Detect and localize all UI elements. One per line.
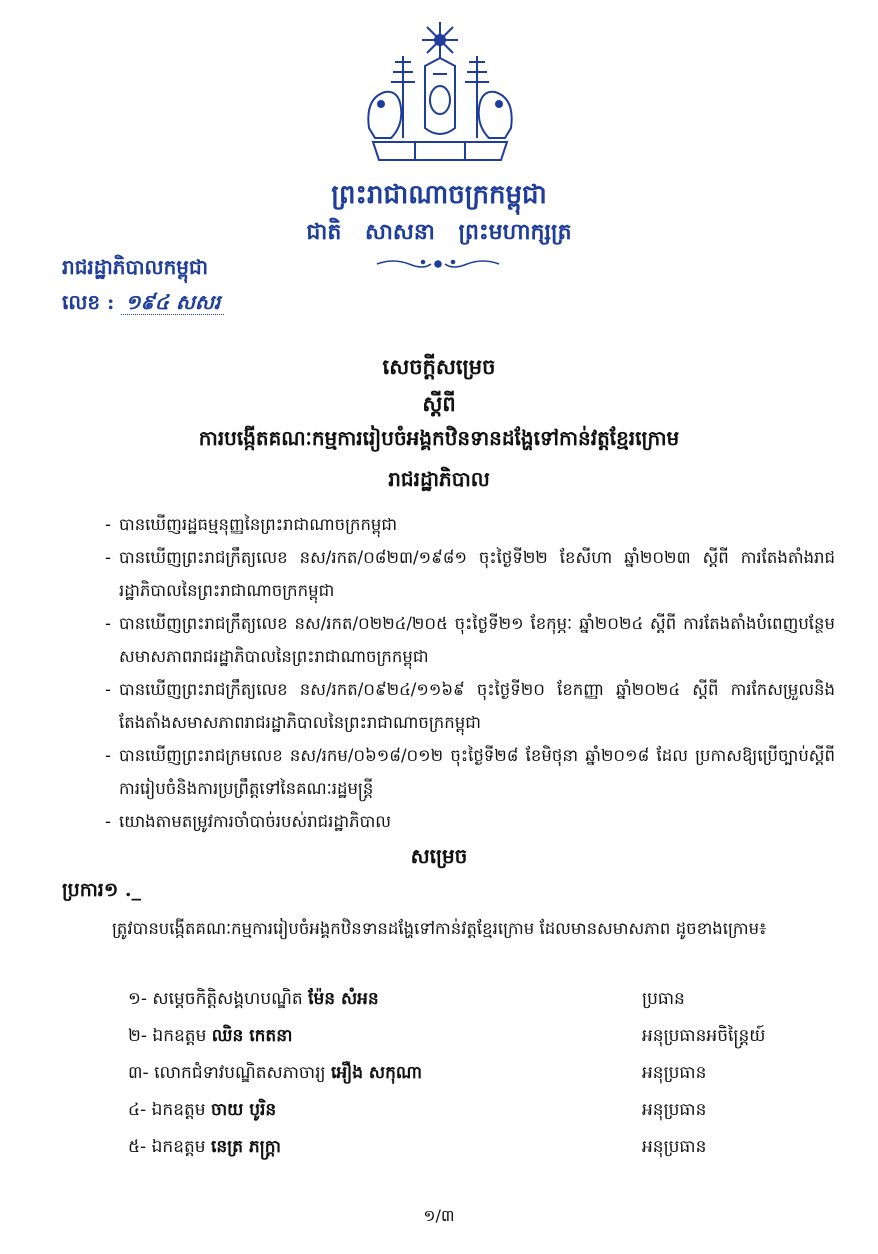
issuing-authority: រាជរដ្ឋាភិបាលកម្ពុជា [62,255,208,279]
title-concerning: ស្តីពី [422,391,456,416]
document-number-label: លេខ : [62,290,115,314]
member-role: អនុប្រធានអចិន្ត្រៃយ៍ [642,1026,766,1046]
reference-item: - យោងតាមតម្រូវការចាំបាច់របស់រាជរដ្ឋាភិបាល [105,812,391,831]
member-row [128,982,828,1019]
document-type-title: សេចក្តីសម្រេច [382,354,496,379]
legal-references [105,508,835,838]
member-row [128,1093,828,1130]
member-row [128,1019,828,1056]
article-label: ប្រការ១ ._ [62,879,141,901]
member-role: អនុប្រធាន [642,1137,707,1157]
reference-item: - បានឃើញព្រះរាជក្រឹត្យលេខ នស/រកត/០៨២៣/១៩៨១ ចុះថ្ងៃទី២២ ខែសីហា ឆ្នាំ២០២៣ ស្តីពី ការតែងតាំងរាជរដ្ឋាភិបាលនៃព្រះរាជាណាចក្រកម្ពុជា [105,548,835,600]
royal-coat-of-arms-icon [355,18,525,168]
national-motto: ជាតិ សាសនា ព្រះមហាក្សត្រ [306,219,572,245]
page-number: ១/៣ [423,1206,455,1225]
kingdom-name: ព្រះរាជាណាចក្រកម្ពុជា [331,180,547,210]
member-role: អនុប្រធាន [642,1063,707,1083]
reference-item: - បានឃើញព្រះរាជក្រឹត្យលេខ នស/រកត/០៩២៤/១១៦៩ ចុះថ្ងៃទី២០ ខែកញ្ញា ឆ្នាំ២០២៤ ស្តីពី ការកែសម្រួលនិងតែងតាំងសមាសភាពរាជរដ្ឋាភិបាលនៃព្រះរាជាណាចក្រកម្ពុជា [105,680,835,732]
member-title: ៣- លោកជំទាវបណ្ឌិតសភាចារ្យ [128,1063,331,1083]
member-role: អនុប្រធាន [642,1100,707,1120]
member-name: ឈិន កេតនា [211,1026,293,1046]
decision-heading: សម្រេច [410,844,468,868]
member-title: ២- ឯកឧត្តម [128,1026,212,1046]
reference-item: - បានឃើញព្រះរាជក្រមលេខ នស/រកម/០៦១៨/០១២ ចុះថ្ងៃទី២៨ ខែមិថុនា ឆ្នាំ២០១៨ ដែល ប្រកាសឱ្យប្រើច្បាប់ស្តីពីការរៀបចំនិងការប្រព្រឹត្តទៅនៃគណៈរដ្ឋមន្ត្រី [105,746,835,798]
reference-item: - បានឃើញរដ្ឋធម្មនុញ្ញនៃព្រះរាជាណាចក្រកម្ពុជា [105,515,398,534]
document-number-value: ១៩៤ សសរ [121,290,224,315]
member-row [128,1056,828,1093]
document-subject: ការបង្កើតគណៈកម្មការរៀបចំអង្គកឋិនទានដង្ហែទៅកាន់វត្តខ្មែរក្រោម [198,426,680,450]
decorative-divider-icon [373,256,503,272]
committee-members [128,982,828,1167]
member-name: ចាយ បូរិន [210,1100,277,1120]
member-name: នេត្រ ភក្ត្រា [210,1137,281,1157]
member-title: ១- សម្តេចកិត្តិសង្គហបណ្ឌិត [128,989,309,1009]
article-body: ត្រូវបានបង្កើតគណៈកម្មការរៀបចំអង្គកឋិនទានដង្ហែទៅកាន់វត្តខ្មែរក្រោម ដែលមានសមាសភាព ដូចខាងក្រោម៖ [112,919,767,938]
issuing-body-heading: រាជរដ្ឋាភិបាល [388,467,490,491]
reference-item: - បានឃើញព្រះរាជក្រឹត្យលេខ នស/រកត/០២២៤/២០៥ ចុះថ្ងៃទី២១ ខែកុម្ភៈ ឆ្នាំ២០២៤ ស្តីពី ការតែងតាំងបំពេញបន្ថែមសមាសភាពរាជរដ្ឋាភិបាលនៃព្រះរាជាណាចក្រកម្ពុជា [105,614,835,666]
member-title: ៥- ឯកឧត្តម [128,1137,211,1157]
document-number [62,289,224,319]
member-title: ៤- ឯកឧត្តម [128,1100,211,1120]
member-row [128,1130,828,1167]
member-role: ប្រធាន [642,989,685,1009]
member-name: អឿង សកុណា [330,1063,423,1083]
member-name: ម៉ែន សំអន [308,989,379,1009]
